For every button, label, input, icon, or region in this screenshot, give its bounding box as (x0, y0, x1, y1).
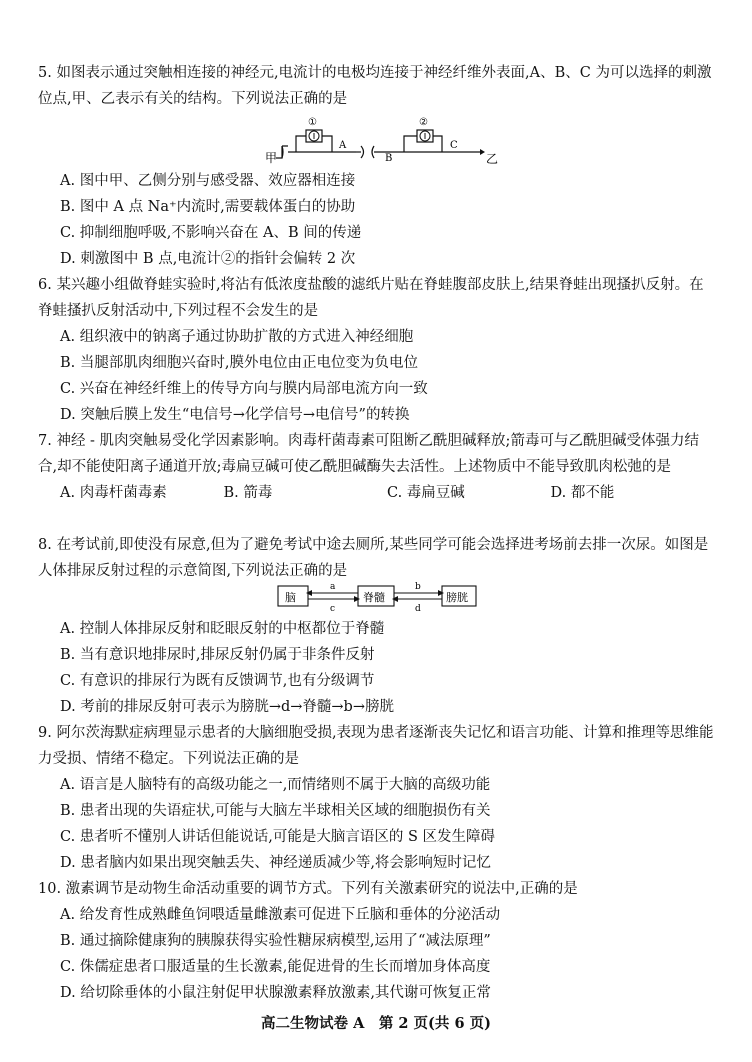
point-b-label: B (385, 153, 393, 164)
path-b-label: b (415, 582, 421, 592)
urination-reflex-diagram (272, 578, 480, 614)
option-a: A. 语言是人脑特有的高级功能之一,而情绪则不属于大脑的高级功能 (60, 777, 491, 793)
option-d: D. 患者脑内如果出现突触丢失、神经递质减少等,将会影响短时记忆 (60, 855, 491, 871)
options-row (38, 480, 714, 506)
option-b: B. 当有意识地排尿时,排尿反射仍属于非条件反射 (60, 647, 375, 663)
box-bladder: 膀胱 (446, 591, 468, 604)
option-a: A. 给发育性成熟雌鱼饲喂适量雌激素可促进下丘脑和垂体的分泌活动 (60, 907, 501, 923)
question-9 (38, 720, 714, 876)
question-6 (38, 272, 714, 428)
question-stem: 8. 在考试前,即使没有尿意,但为了避免考试中途去厕所,某些同学可能会选择进考场前去排一次尿。如图是人体排尿反射过程的示意简图,下列说法正确的是 (38, 537, 709, 579)
option-c: C. 患者听不懂别人讲话但能说话,可能是大脑言语区的 S 区发生障碍 (60, 829, 496, 845)
label-jia: 甲 (265, 151, 278, 165)
question-10 (38, 876, 714, 1006)
option-d: D. 考前的排尿反射可表示为膀胱→d→脊髓→b→膀胱 (60, 699, 394, 715)
option-c: C. 侏儒症患者口服适量的生长激素,能促进骨的生长而增加身体高度 (60, 959, 491, 975)
option-d: D. 给切除垂体的小鼠注射促甲状腺激素释放激素,其代谢可恢复正常 (60, 985, 491, 1001)
question-5 (38, 60, 714, 112)
neuron-diagram (262, 114, 502, 170)
meter-2-label: ② (419, 117, 428, 128)
question-8 (38, 532, 714, 584)
label-yi: 乙 (486, 152, 499, 166)
question-5-options (38, 168, 714, 272)
path-d-label: d (415, 604, 421, 614)
question-stem: 7. 神经 - 肌肉突触易受化学因素影响。肉毒杆菌毒素可阻断乙酰胆碱释放;箭毒可与乙酰胆碱受体强力结合,却不能使阳离子通道开放;毒扁豆碱可使乙酰胆碱酶失去活性。上述物质中不能导致肌肉松弛的是 (38, 433, 699, 475)
option-c: C. 兴奋在神经纤维上的传导方向与膜内局部电流方向一致 (60, 381, 428, 397)
option-d: D. 都不能 (550, 485, 615, 501)
option-d: D. 突触后膜上发生“电信号→化学信号→电信号”的转换 (60, 407, 410, 423)
box-brain: 脑 (285, 591, 296, 604)
option-b: B. 当腿部肌肉细胞兴奋时,膜外电位由正电位变为负电位 (60, 355, 418, 371)
question-stem: 9. 阿尔茨海默症病理显示患者的大脑细胞受损,表现为患者逐渐丧失记忆和语言功能、计算和推理等思维能力受损、情绪不稳定。下列说法正确的是 (38, 725, 714, 767)
point-a-label: A (339, 140, 347, 151)
option-a: A. 肉毒杆菌毒素 (60, 485, 167, 501)
question-8-options (38, 616, 714, 720)
option-c: C. 毒扁豆碱 (387, 485, 465, 501)
page-footer: 高二生物试卷 A 第 2 页(共 6 页) (261, 1015, 491, 1032)
question-stem: 5. 如图表示通过突触相连接的神经元,电流计的电极均连接于神经纤维外表面,A、B、C 为可以选择的刺激位点,甲、乙表示有关的结构。下列说法正确的是 (38, 65, 712, 107)
option-c: C. 抑制细胞呼吸,不影响兴奋在 A、B 间的传递 (60, 225, 362, 241)
question-stem: 6. 某兴趣小组做脊蛙实验时,将沾有低浓度盐酸的滤纸片贴在脊蛙腹部皮肤上,结果脊蛙出现搔扒反射。在脊蛙搔扒反射活动中,下列过程不会发生的是 (38, 277, 704, 319)
option-b: B. 患者出现的失语症状,可能与大脑左半球相关区域的细胞损伤有关 (60, 803, 491, 819)
meter-1-label: ① (308, 117, 317, 128)
option-b: B. 通过摘除健康狗的胰腺获得实验性糖尿病模型,运用了“减法原理” (60, 933, 491, 949)
option-b: B. 箭毒 (223, 485, 273, 501)
path-a-label: a (330, 582, 336, 592)
option-c: C. 有意识的排尿行为既有反馈调节,也有分级调节 (60, 673, 375, 689)
option-d: D. 刺激图中 B 点,电流计②的指针会偏转 2 次 (60, 251, 356, 267)
question-7 (38, 428, 714, 506)
box-spinal-cord: 脊髓 (363, 591, 385, 604)
option-a: A. 图中甲、乙侧分别与感受器、效应器相连接 (60, 173, 356, 189)
option-a: A. 组织液中的钠离子通过协助扩散的方式进入神经细胞 (60, 329, 414, 345)
point-c-label: C (450, 140, 458, 151)
option-b: B. 图中 A 点 Na⁺内流时,需要载体蛋白的协助 (60, 199, 356, 215)
question-stem: 10. 激素调节是动物生命活动重要的调节方式。下列有关激素研究的说法中,正确的是 (38, 881, 578, 897)
option-a: A. 控制人体排尿反射和眨眼反射的中枢都位于脊髓 (60, 621, 385, 637)
path-c-label: c (330, 604, 336, 614)
